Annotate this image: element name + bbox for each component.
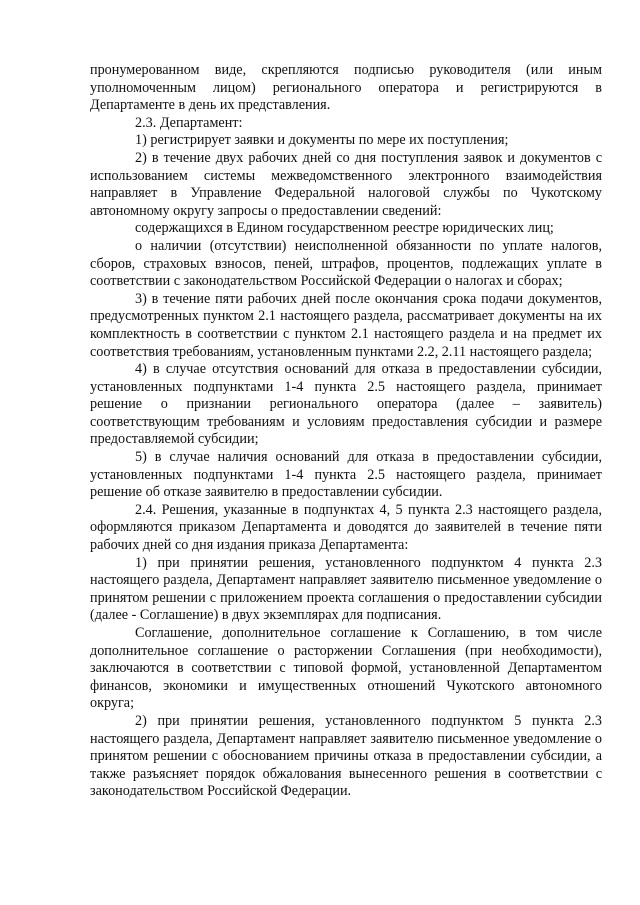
list-item: 1) при принятии решения, установленного подпунктом 4 пункта 2.3 настоящего раздела, Департамент направляет заявителю письменное уведомление о принятом решении с приложением проекта соглашения о предоставлении субсидии (далее - Соглашение) в двух экземплярах для подписания.: [90, 554, 602, 624]
paragraph: Соглашение, дополнительное соглашение к Соглашению, в том числе дополнительное соглашение о расторжении Соглашения (при необходимости), заключаются в соответствии с типовой формой, установленной Департаментом финансов, экономики и имущественных отношений Чукотского автономного округа;: [90, 625, 602, 712]
list-item: 3) в течение пяти рабочих дней после окончания срока подачи документов, предусмотренных пунктом 2.1 настоящего раздела, рассматривает документы на их комплектность в соответствии с пунктом 2.1 настоящего раздела и на предмет их соответствия требованиям, установленным пунктами 2.2, 2.11 настоящего раздела;: [90, 290, 602, 360]
list-item: 2) в течение двух рабочих дней со дня поступления заявок и документов с использованием системы межведомственного электронного взаимодействия направляет в Управление Федеральной налоговой службы по Чукотскому автономному округу запросы о предоставлении сведений:: [90, 149, 602, 219]
list-item: 4) в случае отсутствия оснований для отказа в предоставлении субсидии, установленных подпунктами 1-4 пункта 2.5 настоящего раздела, принимает решение о признании регионального оператора (далее – заявитель) соответствующим требованиям и условиям предоставления субсидии и размере предоставляемой субсидии;: [90, 361, 602, 448]
paragraph-continuation: пронумерованном виде, скрепляются подписью руководителя (или иным уполномоченным лицом) регионального оператора и регистрируются в Департаменте в день их представления.: [90, 62, 602, 114]
list-item: 2) при принятии решения, установленного подпунктом 5 пункта 2.3 настоящего раздела, Департамент направляет заявителю письменное уведомление о принятом решении с обоснованием причины отказа в предоставлении субсидии, а также разъясняет порядок обжалования вынесенного решения в соответствии с законодательством Российской Федерации.: [90, 712, 602, 800]
list-item: 5) в случае наличия оснований для отказа в предоставлении субсидии, установленных подпунктами 1-4 пункта 2.5 настоящего раздела, принимает решение об отказе заявителю в предоставлении субсидии.: [90, 449, 602, 501]
list-item: о наличии (отсутствии) неисполненной обязанности по уплате налогов, сборов, страховых взносов, пеней, штрафов, процентов, подлежащих уплате в соответствии с законодательством Российской Федерации о налогах и сборах;: [90, 237, 602, 290]
document-body: [90, 62, 602, 801]
list-item: содержащихся в Едином государственном реестре юридических лиц;: [135, 220, 554, 237]
section-heading-2-3: 2.3. Департамент:: [135, 114, 243, 131]
list-item: 1) регистрирует заявки и документы по мере их поступления;: [135, 132, 509, 149]
section-paragraph-2-4: 2.4. Решения, указанные в подпунктах 4, 5 пункта 2.3 настоящего раздела, оформляются приказом Департамента и доводятся до заявителей в течение пяти рабочих дней со дня издания приказа Департамента:: [90, 501, 602, 554]
